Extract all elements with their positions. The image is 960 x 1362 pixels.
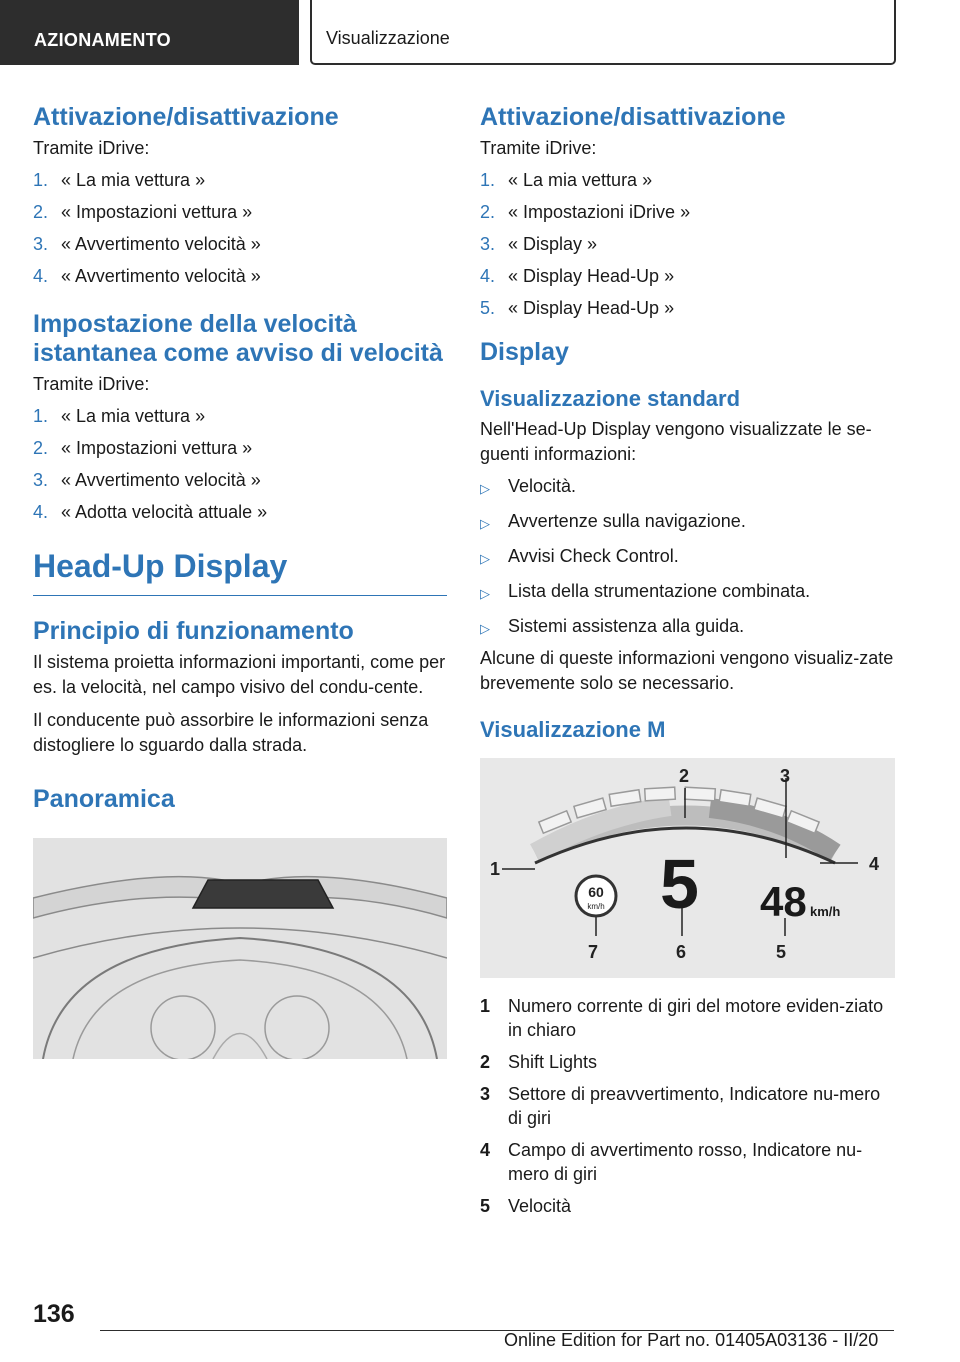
head-up-display-overview-image: [33, 838, 447, 1059]
triangle-bullet-icon: ▷: [480, 481, 490, 496]
step-text: « La mia vettura »: [508, 170, 653, 190]
step-number: 4.: [33, 502, 49, 522]
step-text: « La mia vettura »: [61, 406, 206, 426]
callout-1: 1: [490, 859, 501, 879]
bullet-text: Sistemi assistenza alla guida.: [508, 616, 745, 636]
left-column: [33, 100, 447, 1059]
section-title-speed-warning: Impostazione della velocità istantanea come avviso di velocità: [33, 310, 443, 367]
footer-edition-text: Online Edition for Part no. 01405A03136 - II/20: [504, 1330, 879, 1350]
step-text: « Display »: [508, 234, 598, 254]
gear-indicator: 5: [660, 845, 699, 923]
triangle-bullet-icon: ▷: [480, 551, 490, 566]
step-text: « Avvertimento velocità »: [61, 470, 261, 490]
info-bullet-list: [480, 475, 895, 640]
body-paragraph: Il sistema proietta informazioni importanti, come per es. la velocità, nel campo visivo del condu-cente.: [33, 652, 446, 697]
bullet-item: [480, 545, 895, 570]
steps-list: [33, 169, 447, 287]
step-item: [33, 405, 447, 427]
intro-text: Tramite iDrive:: [33, 374, 150, 394]
step-item: [480, 265, 895, 287]
step-text: « Avvertimento velocità »: [61, 234, 261, 254]
step-number: 2.: [33, 438, 49, 458]
callout-6: 6: [676, 942, 687, 962]
step-text: « Display Head-Up »: [508, 298, 675, 318]
step-number: 2.: [33, 202, 49, 222]
callout-7: 7: [588, 942, 599, 962]
section-title-principle: Principio di funzionamento: [33, 617, 354, 645]
legend-text: Numero corrente di giri del motore eviden-ziato in chiaro: [508, 996, 884, 1040]
legend-item: [480, 994, 895, 1042]
legend-item: [480, 1082, 895, 1130]
legend-item: [480, 1194, 895, 1218]
triangle-bullet-icon: ▷: [480, 586, 490, 601]
figure-legend: [480, 994, 895, 1218]
step-text: « Avvertimento velocità »: [61, 266, 261, 286]
bullet-text: Avvertenze sulla navigazione.: [508, 511, 746, 531]
legend-item: [480, 1138, 895, 1186]
step-text: « Display Head-Up »: [508, 266, 675, 286]
step-number: 3.: [33, 470, 49, 490]
step-item: [480, 297, 895, 319]
step-text: « Impostazioni vettura »: [61, 438, 253, 458]
callout-5: 5: [776, 942, 787, 962]
step-number: 1.: [480, 170, 496, 190]
section-title-overview: Panoramica: [33, 785, 175, 813]
callout-2: 2: [679, 766, 690, 786]
steps-list: [33, 405, 447, 523]
step-number: 5.: [480, 298, 496, 318]
step-item: [480, 169, 895, 191]
right-column: [480, 100, 895, 1226]
step-item: [33, 265, 447, 287]
step-item: [33, 437, 447, 459]
step-number: 4.: [480, 266, 496, 286]
speed-value: 48: [760, 878, 807, 925]
dashboard-illustration: [33, 838, 447, 1059]
m-view-display-image: [480, 758, 895, 978]
header-section-tab: AZIONAMENTO: [0, 0, 299, 65]
step-item: [33, 169, 447, 191]
body-paragraph: Alcune di queste informazioni vengono visualiz-zate brevemente solo se necessario.: [480, 648, 894, 693]
callout-4: 4: [869, 854, 880, 874]
bullet-item: [480, 475, 895, 500]
steps-list: [480, 169, 895, 319]
step-number: 3.: [33, 234, 49, 254]
legend-number: 4: [480, 1140, 491, 1160]
header-chapter-title: Visualizzazione: [310, 0, 896, 65]
speed-limit-unit: km/h: [587, 902, 605, 911]
legend-text: Velocità: [508, 1196, 572, 1216]
bullet-text: Velocità.: [508, 476, 577, 496]
bullet-item: [480, 510, 895, 535]
triangle-bullet-icon: ▷: [480, 516, 490, 531]
page-number: 136: [33, 1300, 75, 1328]
section-title-display: Display: [480, 338, 569, 366]
bullet-item: [480, 615, 895, 640]
step-text: « Impostazioni vettura »: [61, 202, 253, 222]
body-paragraph: Nell'Head-Up Display vengono visualizzate le se-guenti informazioni:: [480, 419, 872, 464]
speed-limit-value: 60: [588, 884, 604, 900]
section-title-activation: Attivazione/disattivazione: [33, 103, 339, 131]
speed-unit: km/h: [810, 904, 841, 919]
intro-text: Tramite iDrive:: [480, 138, 597, 158]
step-number: 4.: [33, 266, 49, 286]
section-title-m-view: Visualizzazione M: [480, 717, 666, 742]
step-item: [33, 469, 447, 491]
step-text: « Adotta velocità attuale »: [61, 502, 268, 522]
intro-text: Tramite iDrive:: [33, 138, 150, 158]
legend-text: Shift Lights: [508, 1052, 598, 1072]
step-number: 3.: [480, 234, 496, 254]
step-item: [33, 233, 447, 255]
section-title-standard-view: Visualizzazione standard: [480, 386, 741, 411]
legend-text: Settore di preavvertimento, Indicatore nu-mero di giri: [508, 1084, 881, 1128]
body-paragraph: Il conducente può assorbire le informazioni senza distogliere lo sguardo dalla strada.: [33, 710, 429, 755]
legend-number: 3: [480, 1084, 491, 1104]
step-item: [480, 201, 895, 223]
section-title-activation: Attivazione/disattivazione: [480, 103, 786, 131]
triangle-bullet-icon: ▷: [480, 621, 490, 636]
legend-number: 5: [480, 1196, 491, 1216]
callout-3: 3: [780, 766, 791, 786]
step-number: 2.: [480, 202, 496, 222]
legend-text: Campo di avvertimento rosso, Indicatore nu-mero di giri: [508, 1140, 863, 1184]
legend-number: 1: [480, 996, 491, 1016]
bullet-text: Avvisi Check Control.: [508, 546, 679, 566]
legend-item: [480, 1050, 895, 1074]
step-text: « Impostazioni iDrive »: [508, 202, 691, 222]
step-item: [33, 501, 447, 523]
m-view-illustration: [480, 758, 895, 978]
step-number: 1.: [33, 406, 49, 426]
step-item: [480, 233, 895, 255]
step-item: [33, 201, 447, 223]
step-number: 1.: [33, 170, 49, 190]
chapter-heading-head-up-display: Head-Up Display: [33, 547, 447, 596]
step-text: « La mia vettura »: [61, 170, 206, 190]
bullet-text: Lista della strumentazione combinata.: [508, 581, 811, 601]
bullet-item: [480, 580, 895, 605]
legend-number: 2: [480, 1052, 491, 1072]
